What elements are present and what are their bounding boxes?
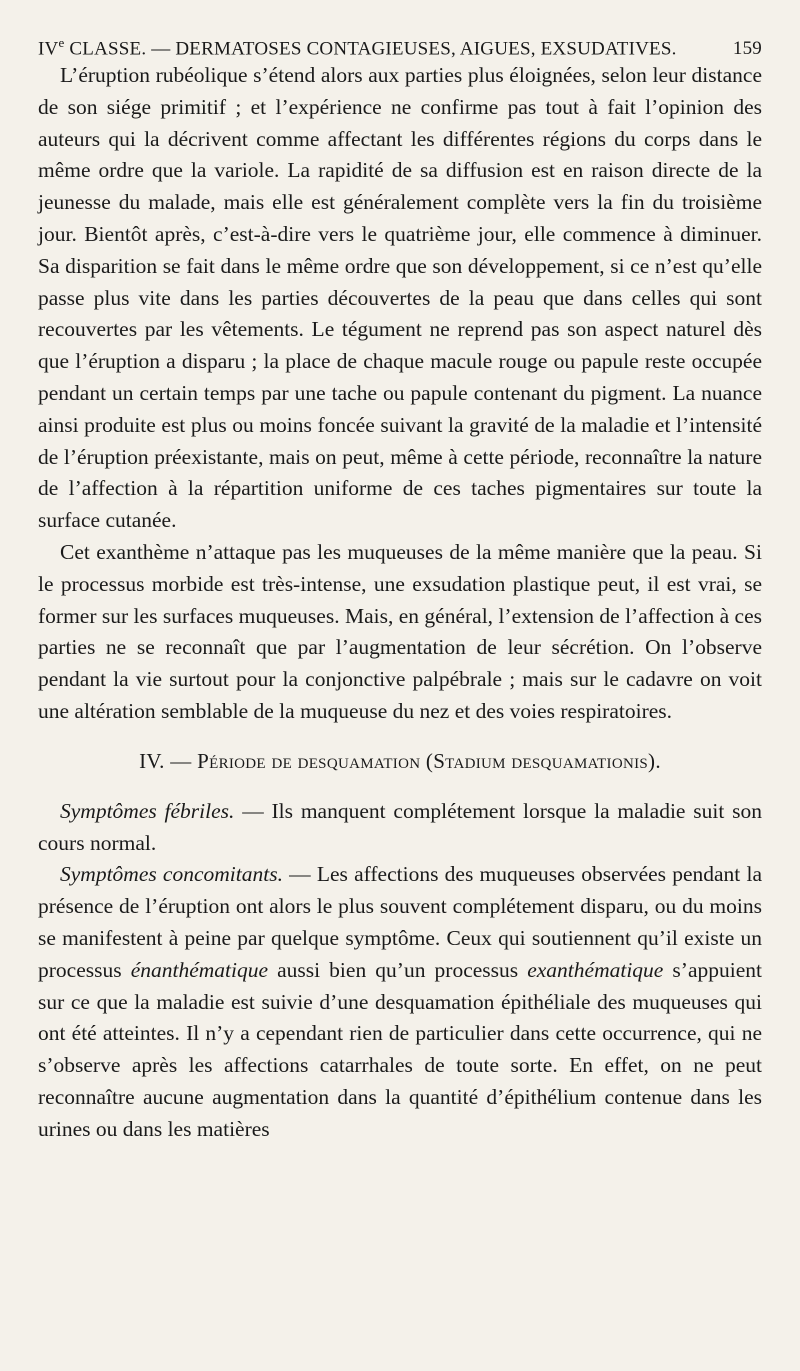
- page-number: 159: [732, 38, 762, 60]
- paragraph-mucous-membranes: Cet exanthème n’attaque pas les muqueuses de la même manière que la peau. Si le processus morbide est très-intense, une exsudation plastique peut, il est vrai, se former sur les surfaces muqueuses. Mais, en général, l’extension de l’affection à ces parties ne se reconnaît que par l’augmentation de leur sécrétion. On l’observe pendant la vie surtout pour la conjonctive palpébrale ; mais sur le cadavre on voit une altération semblable de la muqueuse du nez et des voies respiratoires.: [38, 539, 762, 723]
- concomitant-symptoms-label: Symptômes concomitants.: [60, 862, 283, 887]
- section-title: Période de desquamation (Stadium desquamationis).: [197, 748, 661, 773]
- running-head: [38, 30, 762, 60]
- concomitant-text-c: s’appuient sur ce que la maladie est suivie d’une desquamation épithéliale des muqueuses qui ont été atteintes. Il n’y a cependant rien de particulier dans cette occurrence, qui ne s’observe après les affections catarrhales de toute sorte. En effet, on ne peut reconnaître aucune augmentation dans la quantité d’épithélium contenue dans les urines ou dans les matières: [38, 957, 762, 1141]
- paragraph-concomitant-symptoms: [38, 859, 762, 1145]
- running-head-title: [38, 30, 677, 62]
- febrile-symptoms-label: Symptômes fébriles.: [60, 798, 235, 823]
- concomitant-text-a: — Les affections des muqueuses observées pendant la présence de l’éruption ont alors le plus souvent complétement disparu, ou du moins se manifestent à peine par quelque symptôme. Ceux qui soutiennent qu’il existe un processus: [38, 862, 762, 982]
- section-heading: [38, 746, 762, 776]
- class-label: IV: [38, 38, 59, 60]
- body-text: [38, 60, 762, 1146]
- concomitant-text-b: aussi bien qu’un processus: [268, 957, 528, 982]
- paragraph-febrile-symptoms: [38, 796, 762, 860]
- running-head-text: CLASSE. — DERMATOSES CONTAGIEUSES, AIGUES, EXSUDATIVES.: [69, 38, 677, 60]
- page-content: [38, 30, 762, 1146]
- section-number: IV. —: [139, 748, 192, 773]
- paragraph-eruption-spread: L’éruption rubéolique s’étend alors aux parties plus éloignées, selon leur distance de son siége primitif ; et l’expérience ne confirme pas tout à fait l’opinion des auteurs qui la décrivent comme affectant les différentes régions du corps dans le même ordre que la variole. La rapidité de sa diffusion est en raison directe de la jeunesse du malade, mais elle est généralement complète vers la fin du troisième jour. Bientôt après, c’est-à-dire vers le quatrième jour, elle commence à diminuer. Sa disparition se fait dans le même ordre que son développement, si ce n’est qu’elle passe plus vite dans les parties découvertes de la peau que dans celles qui sont recouvertes par les vêtements. Le tégument ne reprend pas son aspect naturel dès que l’éruption a disparu ; la place de chaque macule rouge ou papule reste occupée pendant un certain temps par une tache ou papule contenant du pigment. La nuance ainsi produite est plus ou moins foncée suivant la gravité de la maladie et l’intensité de l’éruption préexistante, mais on peut, même à cette période, reconnaître la nature de l’affection à la répartition uniforme de ces taches pigmentaires sur toute la surface cutanée.: [38, 63, 762, 533]
- term-enanthematique: énanthématique: [130, 957, 269, 982]
- class-superscript: e: [58, 35, 65, 50]
- febrile-symptoms-text: — Ils manquent complétement lorsque la maladie suit son cours normal.: [38, 798, 763, 855]
- term-exanthematique: exanthématique: [527, 957, 664, 982]
